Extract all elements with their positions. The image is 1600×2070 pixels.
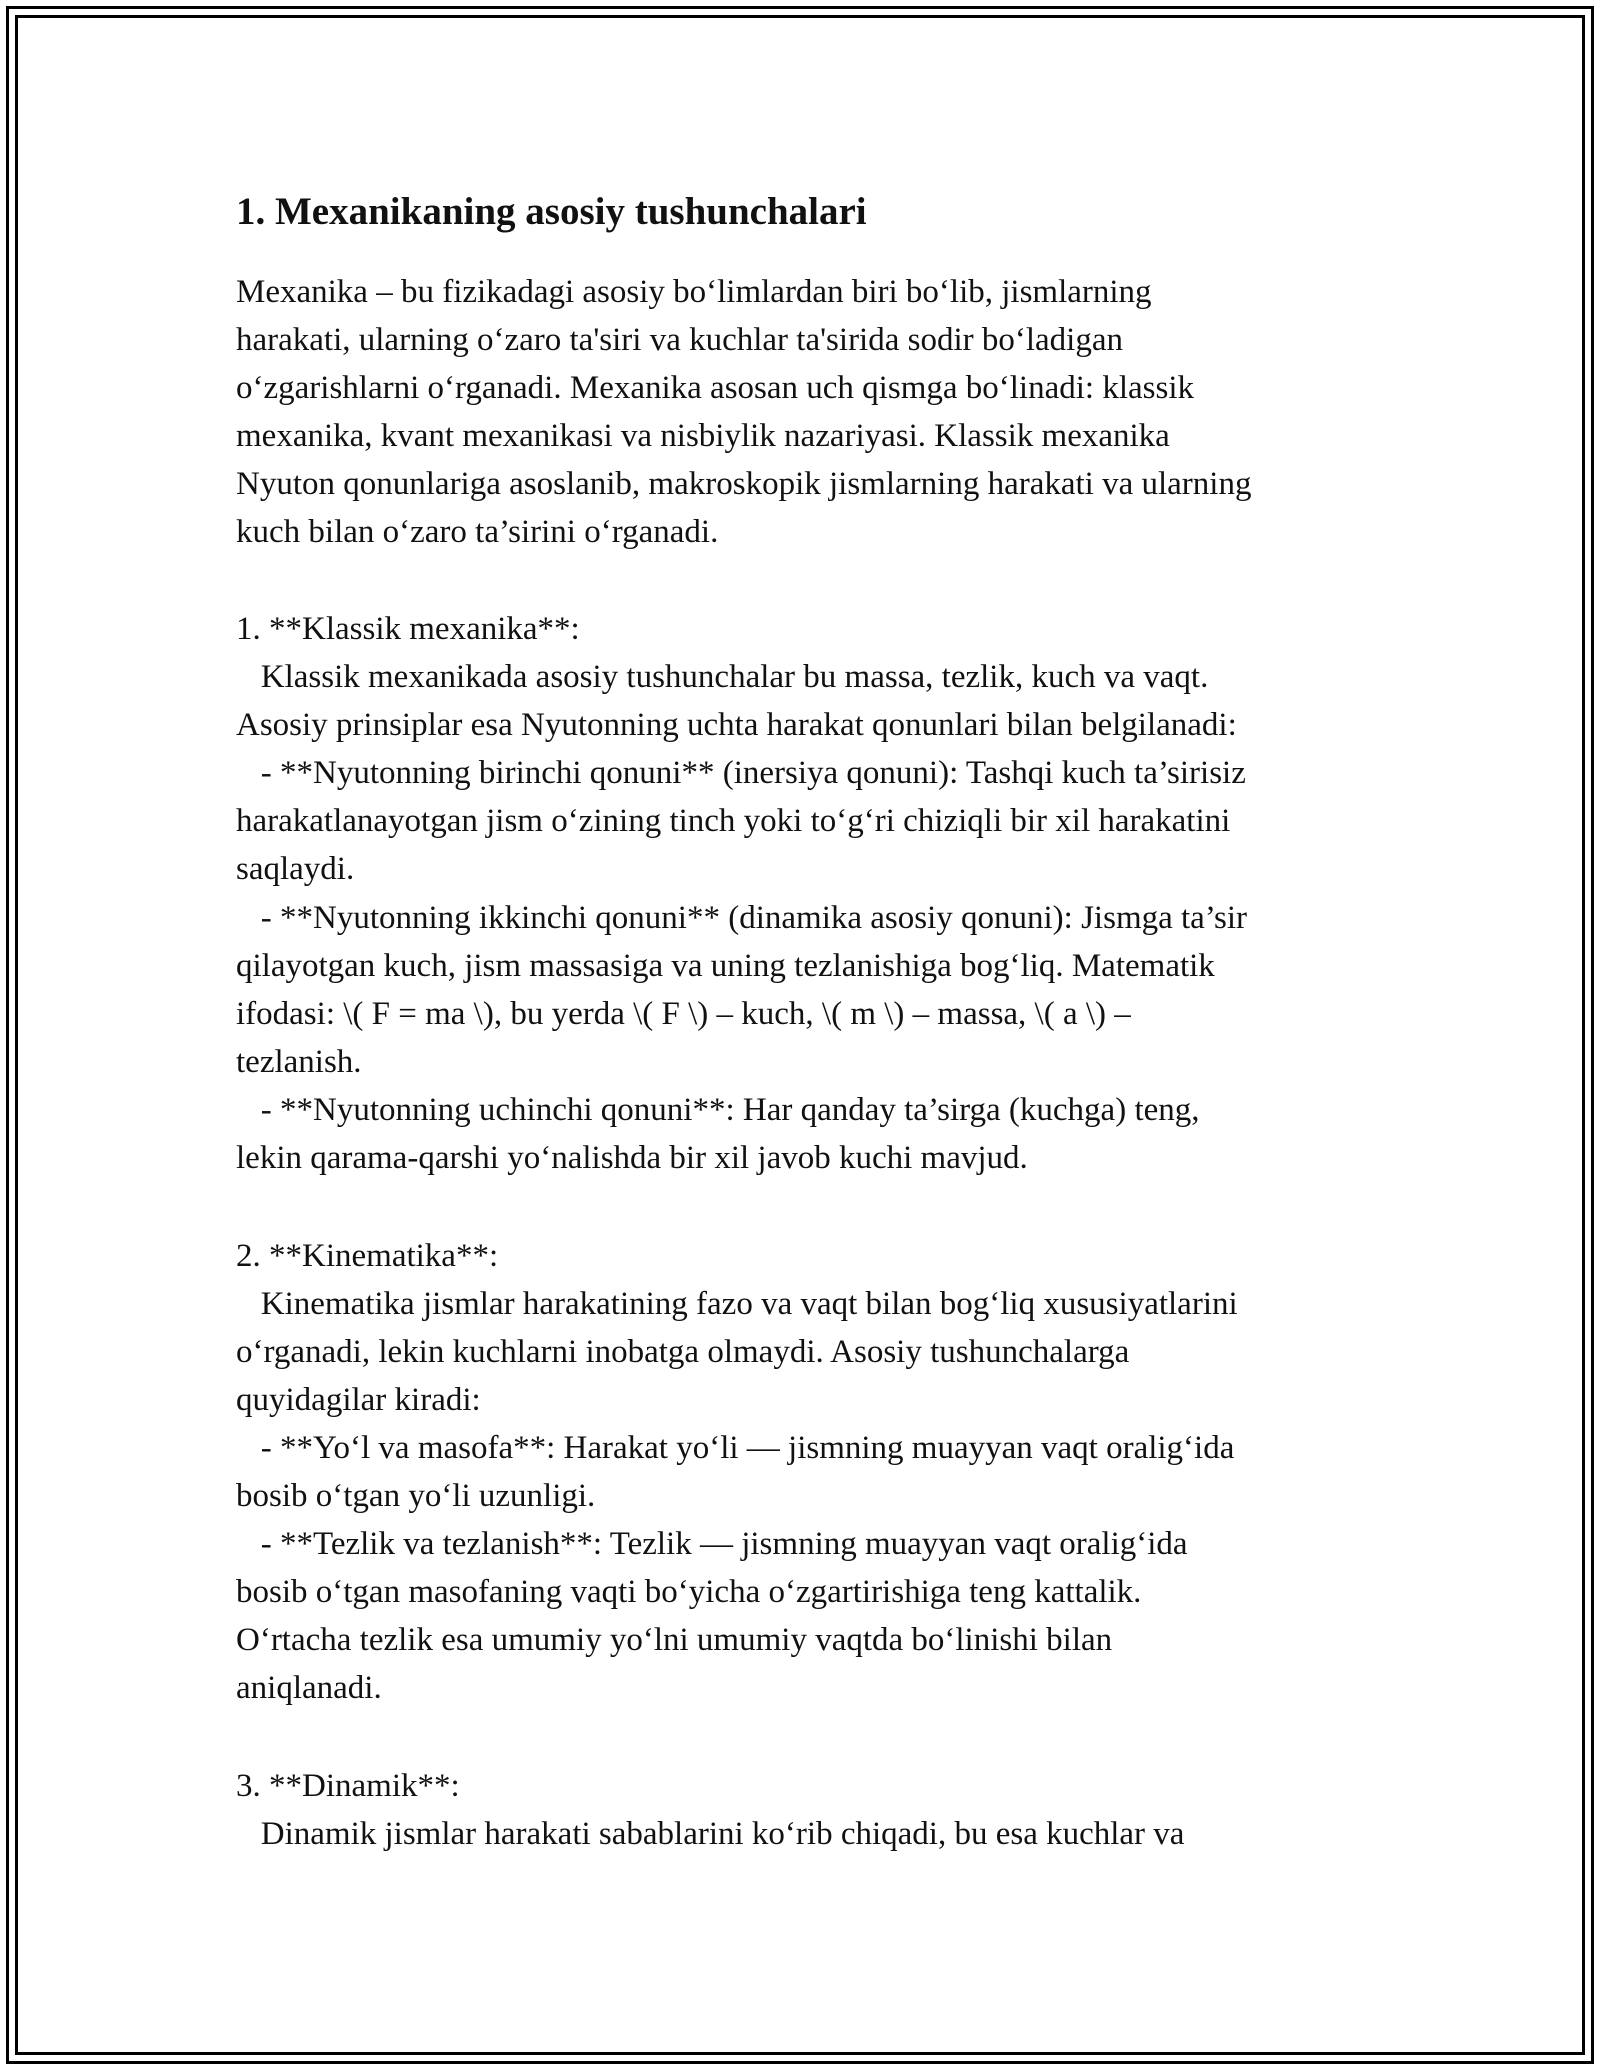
intro-paragraph-line: mexanika, kvant mexanikasi va nisbiylik nazariyasi. Klassik mexanika [236,418,1170,454]
intro-paragraph-line: o‘zgarishlarni o‘rganadi. Mexanika asosan uch qismga bo‘linadi: klassik [236,370,1194,406]
body-text-line: tezlanish. [236,1044,362,1080]
intro-paragraph-line: Mexanika – bu fizikadagi asosiy bo‘limlardan biri bo‘lib, jismlarning [236,274,1152,310]
intro-paragraph-line: harakati, ularning o‘zaro ta'siri va kuchlar ta'sirida sodir bo‘ladigan [236,322,1123,358]
intro-paragraph-line: Nyuton qonunlariga asoslanib, makroskopik jismlarning harakati va ularning [236,466,1252,502]
body-text-line: aniqlanadi. [236,1670,382,1706]
list-item-line: - **Tezlik va tezlanish**: Tezlik — jismning muayyan vaqt oralig‘ida [236,1526,1188,1562]
body-text-line: Dinamik jismlar harakati sabablarini ko‘rib chiqadi, bu esa kuchlar va [236,1816,1185,1852]
body-text-line: Asosiy prinsiplar esa Nyutonning uchta harakat qonunlari bilan belgilanadi: [236,707,1237,743]
subsection-heading: 2. **Kinematika**: [236,1238,499,1274]
body-text-line: quyidagilar kiradi: [236,1382,481,1418]
subsection-heading: 1. **Klassik mexanika**: [236,611,580,647]
intro-paragraph-line: kuch bilan o‘zaro ta’sirini o‘rganadi. [236,514,719,550]
section-heading: 1. Mexanikaning asosiy tushunchalari [236,190,867,233]
body-text-line: Klassik mexanikada asosiy tushunchalar bu massa, tezlik, kuch va vaqt. [236,659,1209,695]
body-text-line: bosib o‘tgan masofaning vaqti bo‘yicha o‘zgartirishiga teng kattalik. [236,1574,1142,1610]
body-text-line: lekin qarama-qarshi yo‘nalishda bir xil javob kuchi mavjud. [236,1140,1028,1176]
body-text-line: bosib o‘tgan yo‘li uzunligi. [236,1478,596,1514]
list-item-line: - **Nyutonning birinchi qonuni** (inersiya qonuni): Tashqi kuch ta’sirisiz [236,755,1246,791]
body-text-line: qilayotgan kuch, jism massasiga va uning tezlanishiga bog‘liq. Matematik [236,948,1215,984]
body-text-line: O‘rtacha tezlik esa umumiy yo‘lni umumiy vaqtda bo‘linishi bilan [236,1622,1113,1658]
body-text-line: o‘rganadi, lekin kuchlarni inobatga olmaydi. Asosiy tushunchalarga [236,1334,1130,1370]
list-item-line: - **Nyutonning uchinchi qonuni**: Har qanday ta’sirga (kuchga) teng, [236,1092,1200,1128]
list-item-line: - **Nyutonning ikkinchi qonuni** (dinamika asosiy qonuni): Jismga ta’sir [236,900,1247,936]
body-text-line: ifodasi: \( F = ma \), bu yerda \( F \) – kuch, \( m \) – massa, \( a \) – [236,996,1131,1032]
body-text-line: Kinematika jismlar harakatining fazo va vaqt bilan bog‘liq xususiyatlarini [236,1286,1238,1322]
body-text-line: harakatlanayotgan jism o‘zining tinch yoki to‘g‘ri chiziqli bir xil harakatini [236,803,1231,839]
list-item-line: - **Yo‘l va masofa**: Harakat yo‘li — jismning muayyan vaqt oralig‘ida [236,1430,1235,1466]
subsection-heading: 3. **Dinamik**: [236,1768,460,1804]
body-text-line: saqlaydi. [236,851,355,887]
